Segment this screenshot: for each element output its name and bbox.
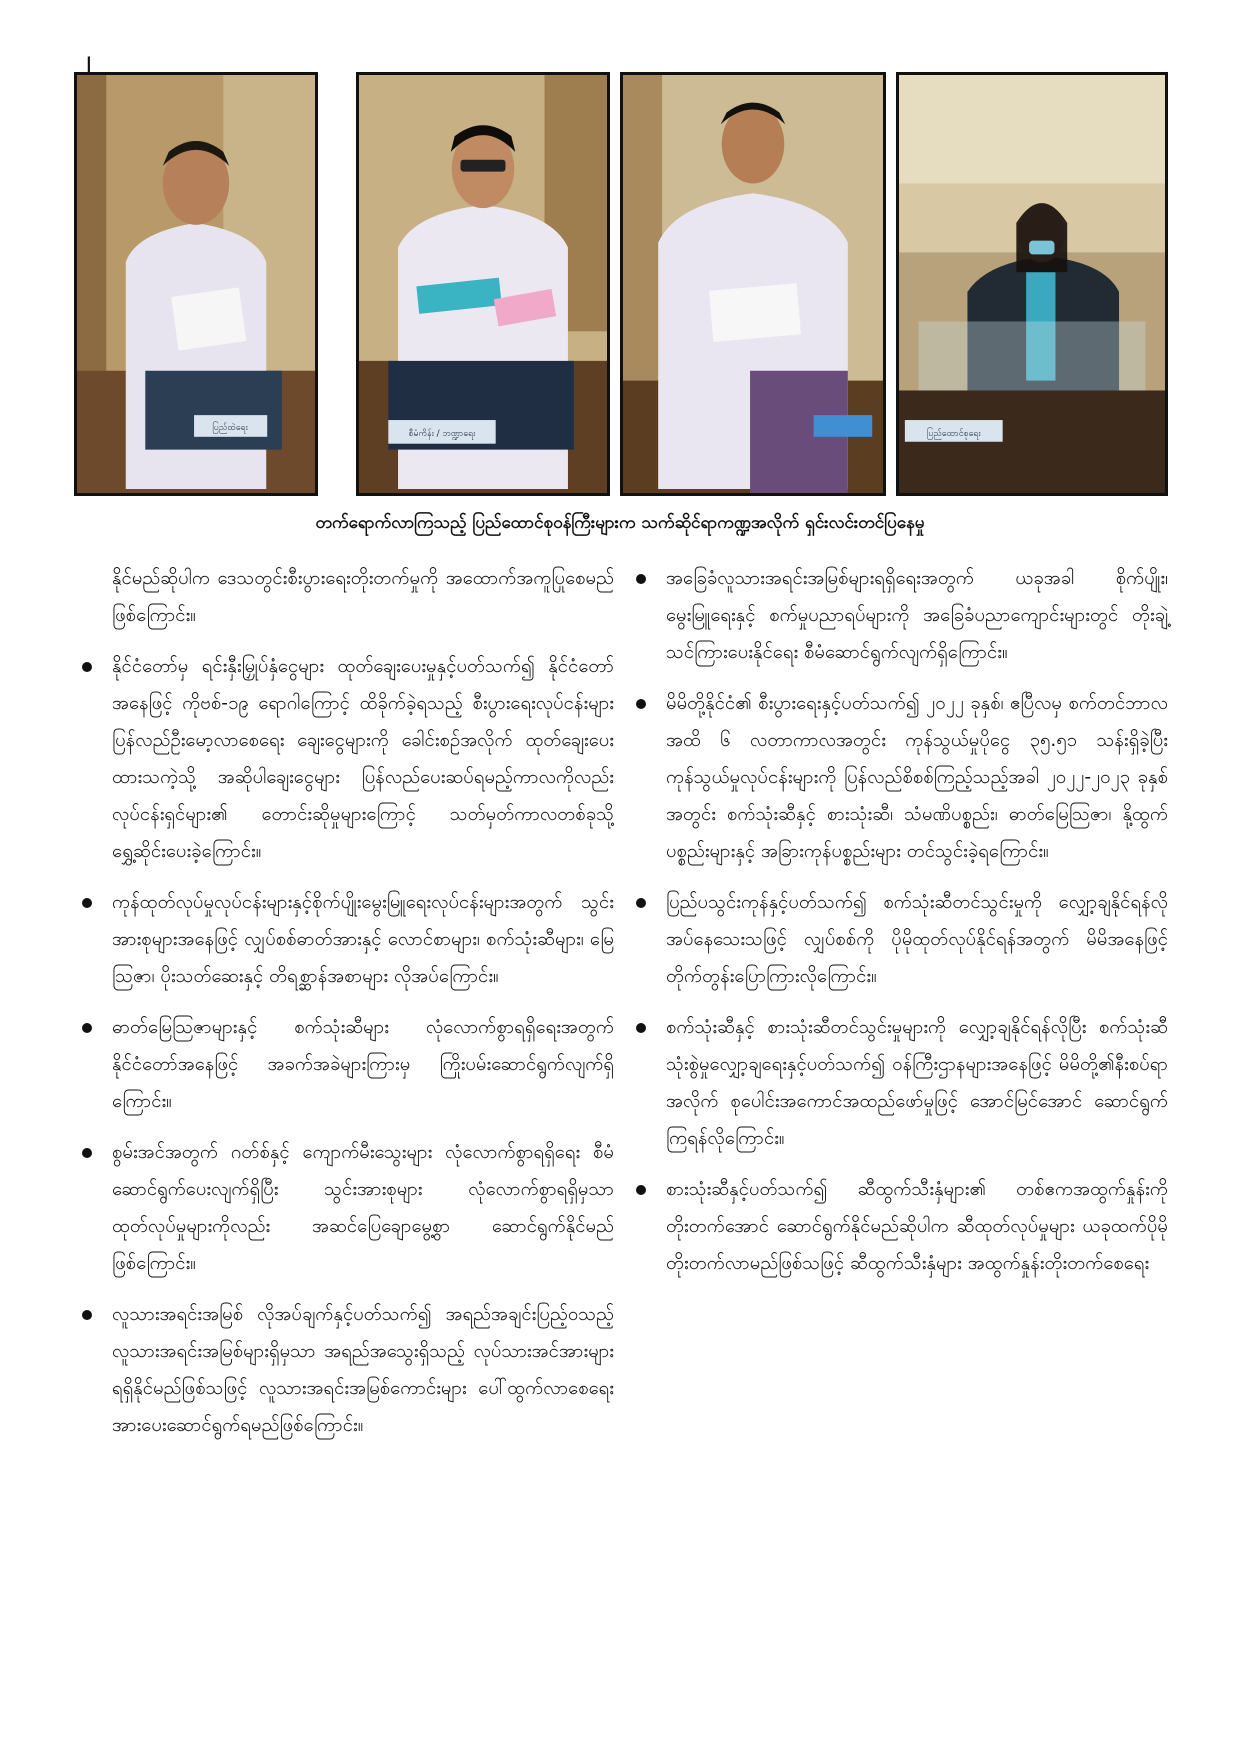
nameplate-4: ပြည်ထောင်စုရေး [926,428,981,439]
paragraph-continued: နိုင်မည်ဆိုပါက ဒေသတွင်းစီးပွားရေးတိုးတက်မှုကို အထောက်အကူပြုစေမည်ဖြစ်ကြောင်း။ [112,568,614,626]
nameplate-2: စီမံကိန်း / ဘဏ္ဍာရေး [408,428,476,439]
photo-speaker-3 [620,72,886,496]
photo-speaker-4 [896,72,1168,496]
photo-speaker-2 [356,72,610,496]
bullet-item: စွမ်းအင်အတွက် ဂတ်စ်နှင့် ကျောက်မီးသွေးများ လုံလောက်စွာရရှိရေး စီမံ ဆောင်ရွက်ပေးလျက်ရှိပြီး သွင်းအားစုများ လုံလောက်စွာရရှိမှသာ ထုတ်လုပ်မှုများကိုလည်း အဆင်ပြေချောမွေ့စွာ ဆောင်ရွက်နိုင်မည်ဖြစ်ကြောင်း။ [74,1134,614,1282]
nameplate-1: ပြည်ထဲရေး [212,422,248,433]
photo-image-3 [623,75,883,493]
bullet-item: စက်သုံးဆီနှင့် စားသုံးဆီတင်သွင်းမှုများကို လျှော့ချနိုင်ရန်လိုပြီး စက်သုံးဆီသုံးစွဲမှုလျှော့ချရေးနှင့်ပတ်သက်၍ ဝန်ကြီးဌာနများအနေဖြင့် မိမိတို့၏နီးစပ်ရာအလိုက် စုပေါင်းအကောင်အထည်ဖော်မှုဖြင့် အောင်မြင်အောင် ဆောင်ရွက်ကြရန်လိုကြောင်း။ [628,1009,1168,1157]
bullet-dot-icon [636,1185,646,1195]
bullet-item: ကုန်ထုတ်လုပ်မှုလုပ်ငန်းများနှင့်စိုက်ပျိုးမွေးမြူရေးလုပ်ငန်းများအတွက် သွင်းအားစုများအနေဖြင့် လျှပ်စစ်ဓာတ်အားနှင့် လောင်စာများ၊ စက်သုံးဆီများ၊ မြေသြဇာ၊ ပိုးသတ်ဆေးနှင့် တိရစ္ဆာန်အစာများ လိုအပ်ကြောင်း။ [74,884,614,995]
bullet-dot-icon [82,662,92,672]
bullet-item: အခြေခံလူသားအရင်းအမြစ်များရရှိရေးအတွက် ယခုအခါ စိုက်ပျိုး၊ မွေးမြူရေးနှင့် စက်မှုပညာရပ်များကို အခြေခံပညာကျောင်းများတွင် တိုးချဲ့သင်ကြားပေးနိုင်ရေး စီမံဆောင်ရွက်လျက်ရှိကြောင်း။ [628,560,1168,671]
bullet-item: ဓာတ်မြေသြဇာများနှင့် စက်သုံးဆီများ လုံလောက်စွာရရှိရေးအတွက် နိုင်ငံတော်အနေဖြင့် အခက်အခဲများကြားမှ ကြိုးပမ်းဆောင်ရွက်လျက်ရှိကြောင်း။ [74,1009,614,1120]
photo-image-1 [77,75,315,493]
bullet-item: လူသားအရင်းအမြစ် လိုအပ်ချက်နှင့်ပတ်သက်၍ အရည်အချင်းပြည့်ဝသည့် လူသားအရင်းအမြစ်များရှိမှသာ အရည်အသွေးရှိသည့် လုပ်သားအင်အားများ ရရှိနိုင်မည်ဖြစ်သဖြင့် လူသားအရင်းအမြစ်ကောင်းများ ပေါ်ထွက်လာစေရေး အားပေးဆောင်ရွက်ရမည်ဖြစ်ကြောင်း။ [74,1296,614,1444]
bullet-item: ပြည်ပသွင်းကုန်နှင့်ပတ်သက်၍ စက်သုံးဆီတင်သွင်းမှုကို လျှော့ချနိုင်ရန်လိုအပ်နေသေးသဖြင့် လျှပ်စစ်ကို ပိုမိုထုတ်လုပ်နိုင်ရန်အတွက် မိမိအနေဖြင့် တိုက်တွန်းပြောကြားလိုကြောင်း။ [628,884,1168,995]
bullet-dot-icon [636,699,646,709]
bullet-dot-icon [636,1023,646,1033]
bullet-dot-icon [82,1148,92,1158]
left-column [74,560,614,1458]
bullet-dot-icon [636,898,646,908]
bullet-item: စားသုံးဆီနှင့်ပတ်သက်၍ ဆီထွက်သီးနှံများ၏ တစ်ဧကအထွက်နှုန်းကို တိုးတက်အောင် ဆောင်ရွက်နိုင်မည်ဆိုပါက ဆီထုတ်လုပ်မှုများ ယခုထက်ပိုမိုတိုးတက်လာမည်ဖြစ်သဖြင့် ဆီထွက်သီးနှံများ အထွက်နှုန်းတိုးတက်စေရေး [628,1171,1168,1282]
bullet-dot-icon [636,574,646,584]
photo-image-2 [359,75,607,493]
page-number: ၂ [78,44,91,74]
photo-speaker-1 [74,72,318,496]
bullet-dot-icon [82,1310,92,1320]
bullet-dot-icon [82,898,92,908]
photo-caption: တက်ရောက်လာကြသည့် ပြည်ထောင်စုဝန်ကြီးများက သက်ဆိုင်ရာကဏ္ဍအလိုက် ရှင်းလင်းတင်ပြနေမှု [315,513,925,533]
right-column [628,560,1168,1296]
bullet-item: နိုင်ငံတော်မှ ရင်းနှီးမြှုပ်နှံငွေများ ထုတ်ချေးပေးမှုနှင့်ပတ်သက်၍ နိုင်ငံတော်အနေဖြင့် ကိုဗစ်-၁၉ ရောဂါကြောင့် ထိခိုက်ခဲ့ရသည့် စီးပွားရေးလုပ်ငန်းများ ပြန်လည်ဦးမော့လာစေရေး ချေးငွေများကို ခေါင်းစဉ်အလိုက် ထုတ်ချေးပေးထားသကဲ့သို့ အဆိုပါချေးငွေများ ပြန်လည်ပေးဆပ်ရမည့်ကာလကိုလည်း လုပ်ငန်းရှင်များ၏ တောင်းဆိုမှုများကြောင့် သတ်မှတ်ကာလတစ်ခုသို့ ရွှေ့ဆိုင်းပေးခဲ့ကြောင်း။ [74,648,614,870]
photo-image-4 [899,75,1165,493]
bullet-dot-icon [82,1023,92,1033]
photo-row [74,72,1168,498]
bullet-item: မိမိတို့နိုင်ငံ၏ စီးပွားရေးနှင့်ပတ်သက်၍ ၂၀၂၂ ခုနှစ်၊ ဧပြီလမှ စက်တင်ဘာလအထိ ၆ လတာကာလအတွင်း ကုန်သွယ်မှုပိုငွေ ၃၅.၅၁ သန်းရှိခဲ့ပြီး ကုန်သွယ်မှုလုပ်ငန်းများကို ပြန်လည်စိစစ်ကြည့်သည့်အခါ ၂၀၂၂-၂၀၂၃ ခုနှစ်အတွင်း စက်သုံးဆီနှင့် စားသုံးဆီ၊ သံမဏိပစ္စည်း၊ ဓာတ်မြေသြဇာ၊ နို့ထွက်ပစ္စည်းများနှင့် အခြားကုန်ပစ္စည်းများ တင်သွင်းခဲ့ရကြောင်း။ [628,685,1168,870]
